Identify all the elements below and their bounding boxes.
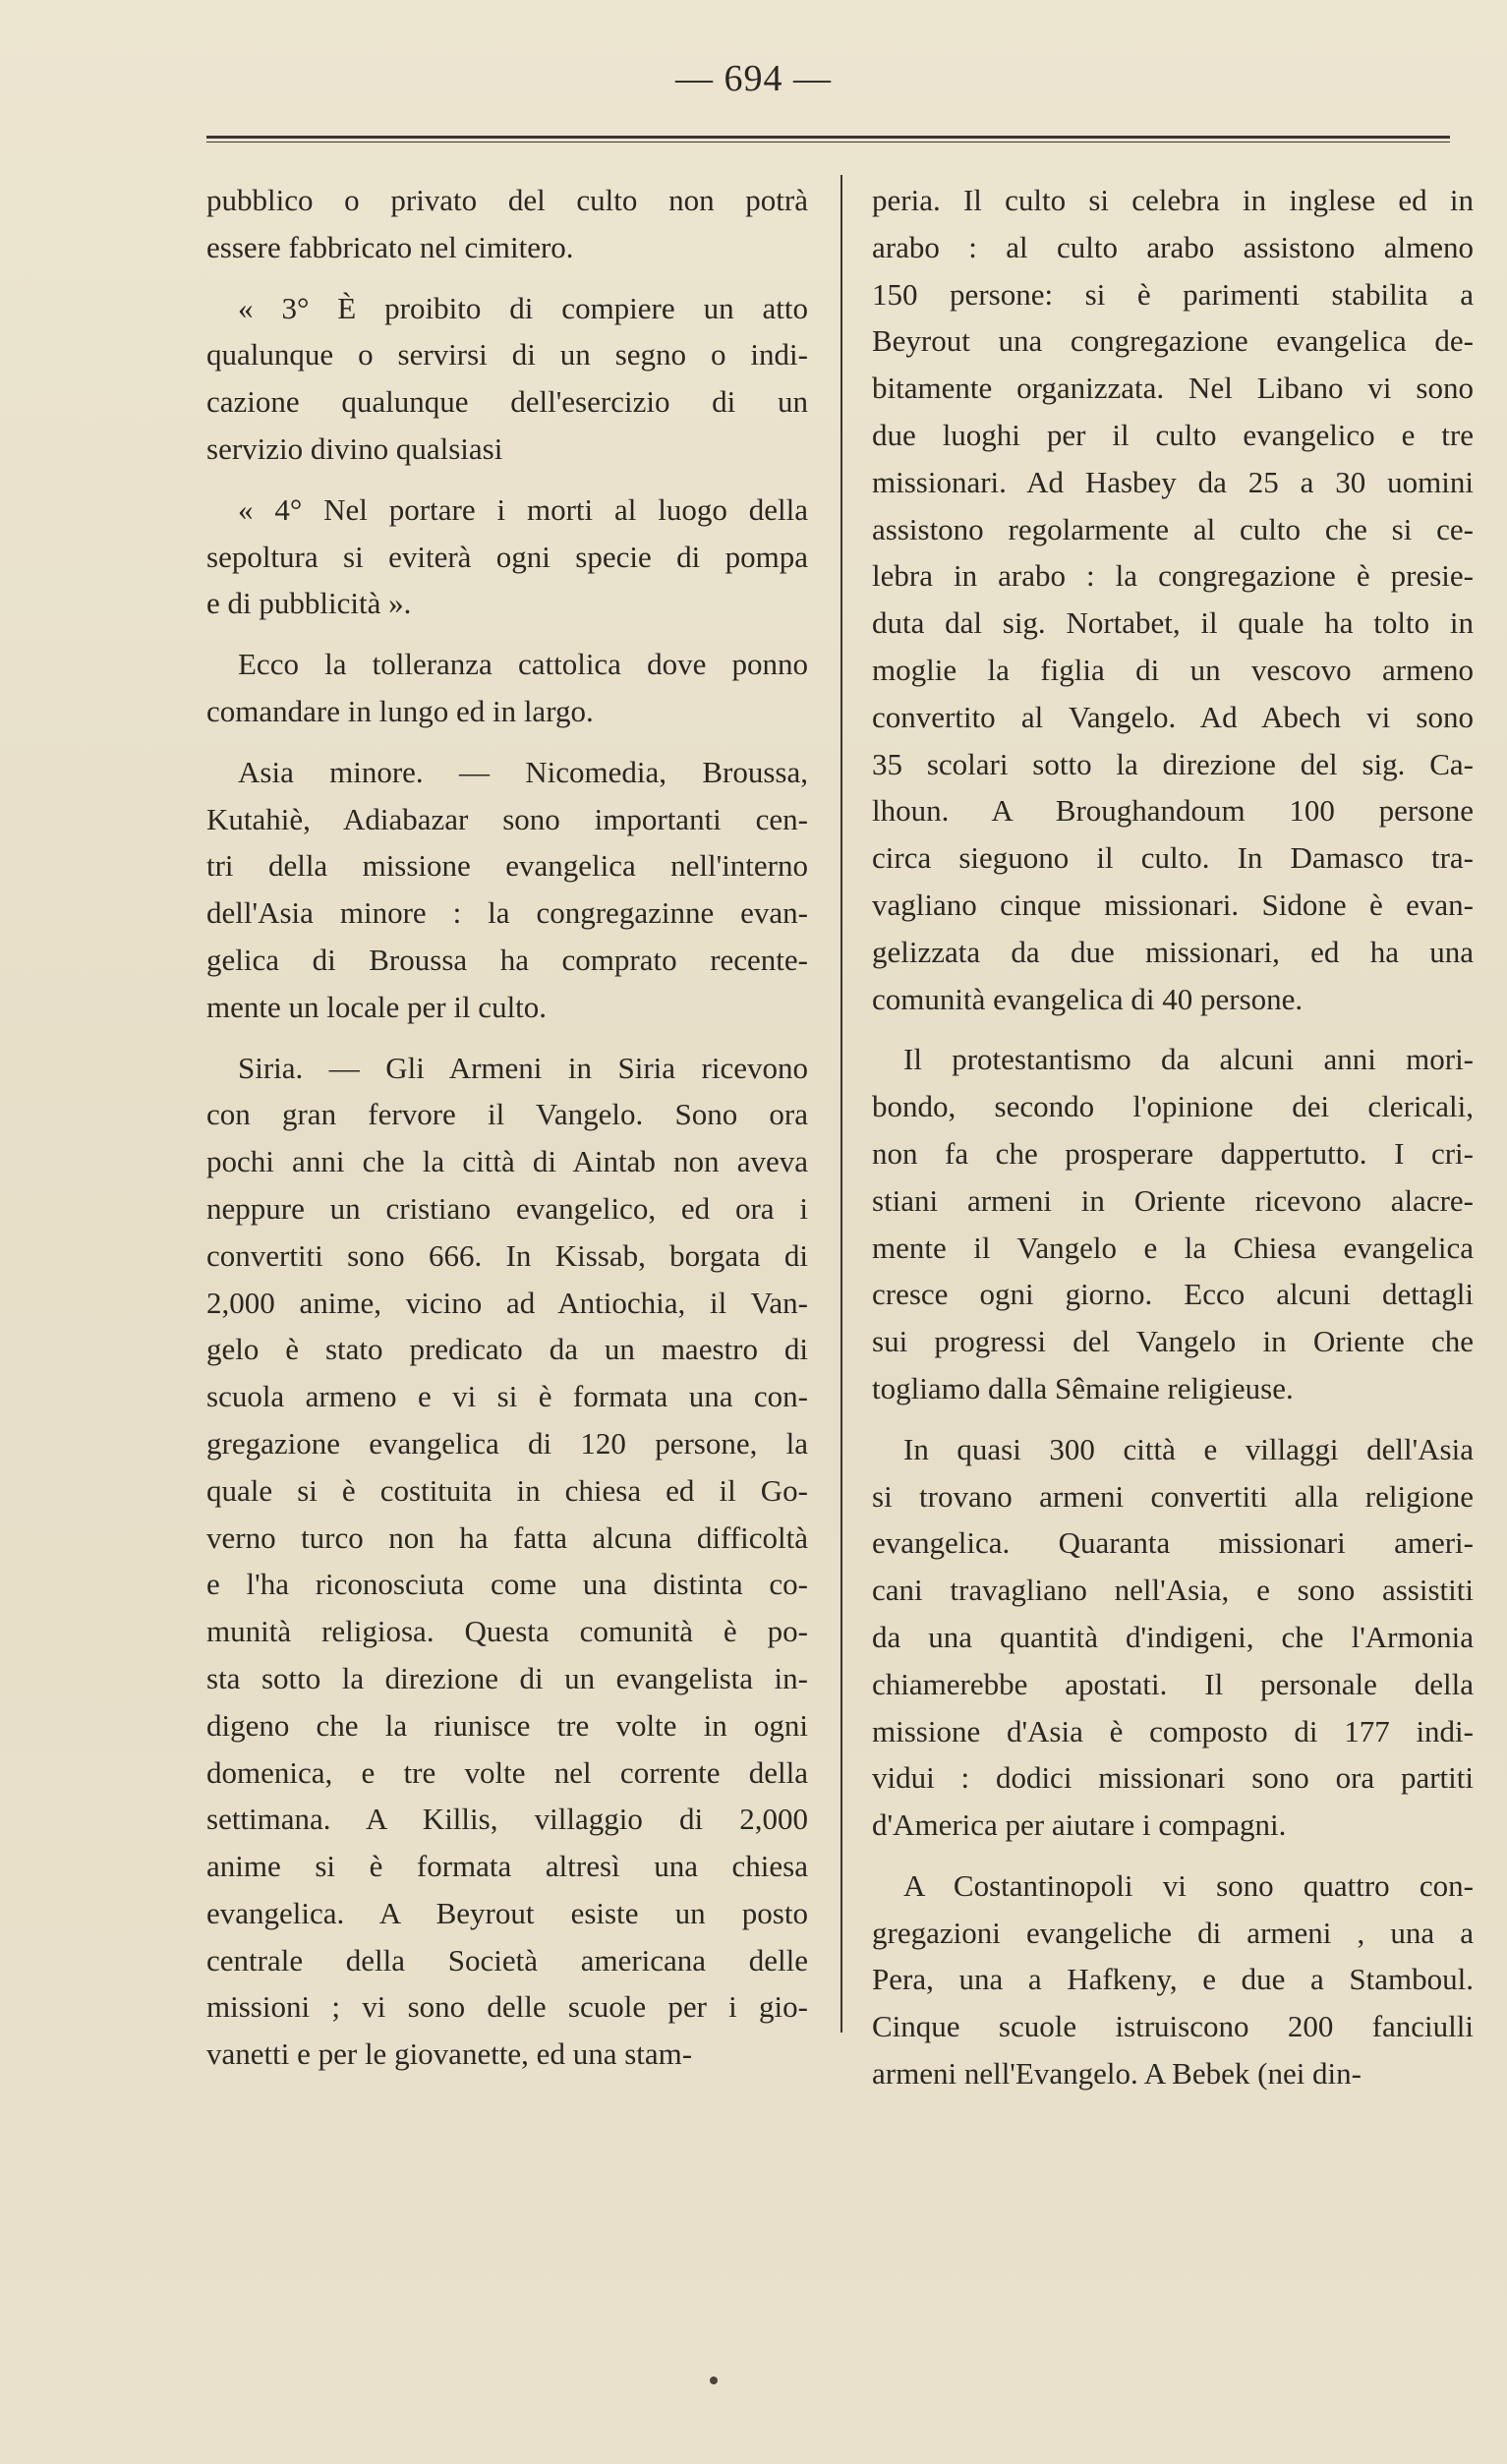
text-line: bondo, secondo l'opinione dei clericali, (872, 1089, 1474, 1124)
text-line: e di pubblicità ». (206, 586, 412, 621)
paragraph (206, 641, 808, 735)
text-line: domenica, e tre volte nel corrente della (206, 1754, 808, 1790)
right-column (872, 177, 1474, 2111)
text-line: moglie la figlia di un vescovo armeno (872, 652, 1474, 687)
text-line: d'America per aiutare i compagni. (872, 1807, 1287, 1843)
text-line: vanetti e per le giovanette, ed una stam- (206, 2036, 693, 2072)
text-line: servizio divino qualsiasi (206, 430, 503, 466)
text-line: stiani armeni in Oriente ricevono alacre- (872, 1182, 1474, 1218)
text-line: pochi anni che la città di Aintab non aveva (206, 1144, 808, 1179)
page-number: — 694 — (675, 58, 832, 99)
text-line: missionari. Ad Hasbey da 25 a 30 uomini (872, 464, 1474, 499)
text-line: quale si è costituita in chiesa ed il Go- (206, 1472, 808, 1508)
text-line: gelo è stato predicato da un maestro di (206, 1332, 808, 1367)
paragraph (872, 1862, 1474, 2097)
text-line: Ecco la tolleranza cattolica dove ponno (238, 647, 808, 682)
text-line: con gran fervore il Vangelo. Sono ora (206, 1097, 808, 1132)
text-line: sui progressi del Vangelo in Oriente che (872, 1324, 1474, 1359)
text-line: vagliano cinque missionari. Sidone è evan- (872, 887, 1474, 922)
text-line: Kutahiè, Adiabazar sono importanti cen- (206, 801, 808, 836)
text-line: cani travagliano nell'Asia, e sono assistiti (872, 1573, 1474, 1608)
text-line: evangelica. Quaranta missionari ameri- (872, 1525, 1474, 1561)
text-line: pubblico o privato del culto non potrà (206, 183, 808, 217)
text-line: Cinque scuole istruiscono 200 fanciulli (872, 2009, 1474, 2044)
text-line: da una quantità d'indigeni, che l'Armonia (872, 1619, 1474, 1654)
text-line: sepoltura si eviterà ogni specie di pompa (206, 539, 808, 574)
ink-speck (710, 2377, 718, 2384)
paragraph (872, 177, 1474, 1022)
text-line: lhoun. A Broughandoum 100 persone (872, 793, 1474, 829)
text-line: lebra in arabo : la congregazione è presie- (872, 558, 1474, 594)
text-line: e l'ha riconosciuta come una distinta co- (206, 1567, 808, 1602)
text-line: In quasi 300 città e villaggi dell'Asia (903, 1431, 1474, 1466)
left-column (206, 177, 808, 2092)
text-line: qualunque o servirsi di un segno o indi- (206, 337, 808, 372)
text-line: si trovano armeni convertiti alla religione (872, 1478, 1474, 1514)
text-line: « 3° È proibito di compiere un atto (238, 290, 808, 325)
text-line: convertiti sono 666. In Kissab, borgata di (206, 1237, 808, 1273)
text-line: sta sotto la direzione di un evangelista in- (206, 1660, 808, 1695)
text-line: comandare in lungo ed in largo. (206, 693, 594, 728)
text-line: cazione qualunque dell'esercizio di un (206, 384, 808, 420)
text-line: armeni nell'Evangelo. A Bebek (nei din- (872, 2056, 1362, 2092)
paragraph (872, 1426, 1474, 1849)
text-line: 35 scolari sotto la direzione del sig. Ca- (872, 746, 1474, 781)
paragraph (206, 487, 808, 627)
text-line: scuola armeno e vi si è formata una con- (206, 1379, 808, 1414)
text-line: anime si è formata altresì una chiesa (206, 1849, 808, 1884)
text-line: mente il Vangelo e la Chiesa evangelica (872, 1230, 1474, 1265)
text-line: A Costantinopoli vi sono quattro con- (903, 1867, 1474, 1903)
text-line: munità religiosa. Questa comunità è po- (206, 1614, 808, 1649)
text-line: 2,000 anime, vicino ad Antiochia, il Van- (206, 1285, 808, 1320)
text-line: digeno che la riunisce tre volte in ogni (206, 1707, 808, 1743)
text-line: « 4° Nel portare i morti al luogo della (238, 491, 808, 527)
text-line: mente un locale per il culto. (206, 989, 548, 1024)
text-line: circa sieguono il culto. In Damasco tra- (872, 840, 1474, 876)
text-line: gregazioni evangeliche di armeni , una a (872, 1915, 1474, 1950)
text-line: evangelica. A Beyrout esiste un posto (206, 1895, 808, 1930)
text-line: gelica di Broussa ha comprato recente- (206, 942, 808, 977)
paragraph (206, 177, 808, 271)
paragraph (206, 749, 808, 1031)
text-line: vidui : dodici missionari sono ora partiti (872, 1760, 1474, 1796)
text-line: essere fabbricato nel cimitero. (206, 229, 574, 264)
text-line: verno turco non ha fatta alcuna difficoltà (206, 1519, 808, 1555)
text-line: missioni ; vi sono delle scuole per i gio- (206, 1989, 808, 2025)
text-line: dell'Asia minore : la congregazinne evan- (206, 895, 808, 931)
text-line: convertito al Vangelo. Ad Abech vi sono (872, 699, 1474, 734)
text-line: missione d'Asia è composto di 177 indi- (872, 1713, 1474, 1748)
column-divider (840, 175, 842, 2033)
text-line: non fa che prosperare dappertutto. I cri- (872, 1135, 1474, 1171)
text-line: chiamerebbe apostati. Il personale della (872, 1666, 1474, 1701)
text-line: Pera, una a Hafkeny, e due a Stamboul. (872, 1962, 1474, 1997)
text-line: gregazione evangelica di 120 persone, la (206, 1425, 808, 1461)
text-line: assistono regolarmente al culto che si ce- (872, 511, 1474, 546)
text-line: due luoghi per il culto evangelico e tre (872, 417, 1474, 452)
text-line: Il protestantismo da alcuni anni mori- (903, 1042, 1474, 1077)
text-line: gelizzata da due missionari, ed ha una (872, 934, 1474, 969)
text-line: Asia minore. — Nicomedia, Broussa, (238, 754, 808, 789)
text-line: comunità evangelica di 40 persone. (872, 981, 1304, 1016)
text-line: Siria. — Gli Armeni in Siria ricevono (238, 1050, 808, 1085)
header-rule (206, 136, 1450, 143)
text-line: settimana. A Killis, villaggio di 2,000 (206, 1802, 808, 1837)
text-line: tri della missione evangelica nell'interno (206, 848, 808, 884)
text-line: neppure un cristiano evangelico, ed ora i (206, 1190, 808, 1226)
text-line: togliamo dalla Sêmaine religieuse. (872, 1370, 1294, 1405)
paragraph (872, 1036, 1474, 1411)
text-line: centrale della Società americana delle (206, 1942, 808, 1977)
text-line: bitamente organizzata. Nel Libano vi sono (872, 371, 1474, 406)
text-line: 150 persone: si è parimenti stabilita a (872, 276, 1474, 312)
text-line: duta dal sig. Nortabet, il quale ha tolto in (872, 605, 1474, 641)
text-line: cresce ogni giorno. Ecco alcuni dettagli (872, 1277, 1474, 1312)
paragraph (206, 1045, 808, 2079)
text-line: Beyrout una congregazione evangelica de- (872, 323, 1474, 359)
paragraph (206, 285, 808, 473)
text-line: arabo : al culto arabo assistono almeno (872, 229, 1474, 264)
text-line: peria. Il culto si celebra in inglese ed in (872, 183, 1474, 217)
